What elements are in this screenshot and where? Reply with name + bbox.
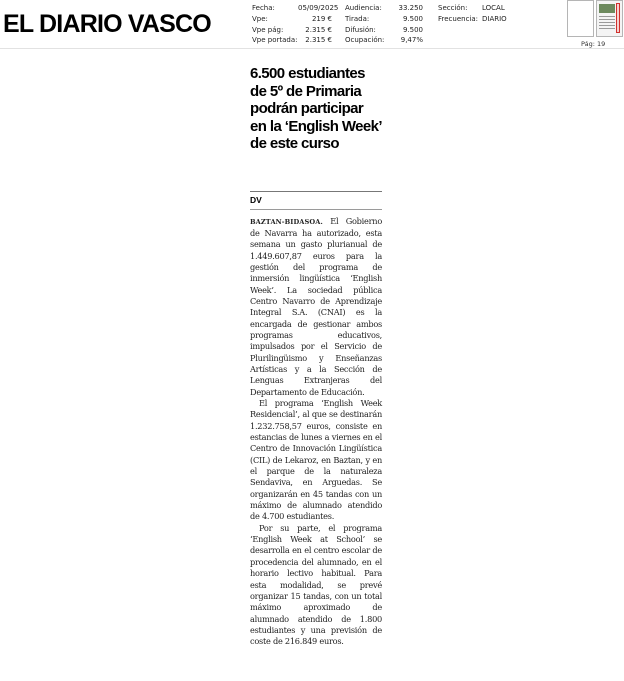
meta-row — [438, 3, 522, 14]
thumbnail-line — [599, 28, 615, 29]
metadata-column-3 — [438, 3, 522, 25]
page-number: Pág: 19 — [581, 40, 606, 48]
meta-value: DIARIO — [482, 14, 507, 23]
paragraph-text: El Gobierno de Navarra ha autorizado, esta semana un gasto plurianual de 1.449.607,87 euros para la gestión del programa de inmersión lingüística ‘English Week’. La sociedad pública Centro Navarro de Aprendizaje Integral S.A. (CNAI) es la encargada de gestionar ambos programas educativos, impulsados por el Servicio de Plurilingüismo y Enseñanzas Artísticas y a la Sección de Lenguas Extranjeras del Departamento de Educación. — [250, 215, 382, 397]
meta-label: Ocupación: — [345, 36, 385, 45]
meta-label: Vpe portada: — [252, 36, 298, 45]
meta-label: Sección: — [438, 4, 468, 12]
meta-label: Vpe pág: — [252, 25, 284, 34]
article — [250, 65, 382, 648]
meta-label: Tirada: — [345, 14, 370, 23]
meta-value: 9.500 — [402, 25, 423, 34]
masthead: EL DIARIO VASCO — [3, 10, 211, 38]
metadata-column-1 — [252, 3, 339, 46]
meta-row — [438, 14, 522, 25]
paragraph — [250, 216, 382, 399]
meta-row — [252, 3, 339, 14]
meta-value: LOCAL — [482, 4, 505, 12]
metadata-column-2 — [345, 3, 423, 46]
thumbnail-line — [599, 16, 615, 17]
meta-row — [345, 14, 423, 25]
meta-value: 2.315 € — [305, 25, 332, 34]
meta-row — [252, 25, 332, 36]
meta-label: Fecha: — [252, 4, 275, 12]
paragraph: El programa ‘English Week Residencial’, al que se destinarán 1.232.758,57 euros, consiste en estancias de lunes a viernes en el Centro de Innovación Lingüística (CIL) de Lekaroz, en Baztan, y en el parque de la naturaleza Sendaviva, en Arguedas. Se organizarán en 45 tandas con un máximo de alumnado atendido de 4.700 estudiantes. — [250, 398, 382, 522]
paragraph: Por su parte, el programa ‘English Week at School’ se desarrolla en el centro escolar de procedencia del alumnado, en el horario lectivo habitual. Para esta modalidad, se prevé organizar 15 tandas, con un total máximo aproximado de alumnado atendido de 1.800 estudiantes y una previsión de coste de 216.849 euros. — [250, 522, 382, 647]
meta-row — [345, 3, 423, 14]
article-body — [250, 216, 382, 648]
article-location-marker — [616, 3, 620, 33]
meta-value: 2.315 € — [305, 36, 332, 45]
meta-value: 05/09/2025 — [298, 4, 339, 12]
thumbnail-line — [599, 19, 615, 20]
clipping-header — [0, 0, 624, 50]
meta-row — [345, 25, 423, 36]
headline: 6.500 estudiantes de 5º de Primaria podrán participar en la ‘English Week’ de este curso — [250, 65, 382, 152]
meta-row — [345, 35, 423, 46]
lead-location: BAZTAN-BIDASOA. — [250, 217, 323, 226]
byline-rule-top — [250, 191, 382, 192]
meta-label: Audiencia: — [345, 4, 382, 12]
meta-value: 9.500 — [402, 14, 423, 23]
thumbnail-photo — [599, 4, 615, 13]
meta-value: 33.250 — [398, 4, 423, 12]
meta-label: Frecuencia: — [438, 14, 479, 23]
meta-row — [252, 14, 332, 25]
page-thumbnail[interactable] — [596, 0, 623, 37]
meta-label: Difusión: — [345, 25, 376, 34]
byline: DV — [250, 194, 262, 205]
page-thumbnail-blank[interactable] — [567, 0, 594, 37]
thumbnail-line — [599, 25, 615, 26]
meta-row — [252, 35, 332, 46]
meta-value: 219 € — [311, 14, 332, 23]
header-divider — [0, 48, 624, 49]
meta-value: 9,47% — [400, 36, 423, 45]
meta-label: Vpe: — [252, 14, 268, 23]
byline-rule-bottom — [250, 209, 382, 210]
thumbnail-line — [599, 22, 615, 23]
